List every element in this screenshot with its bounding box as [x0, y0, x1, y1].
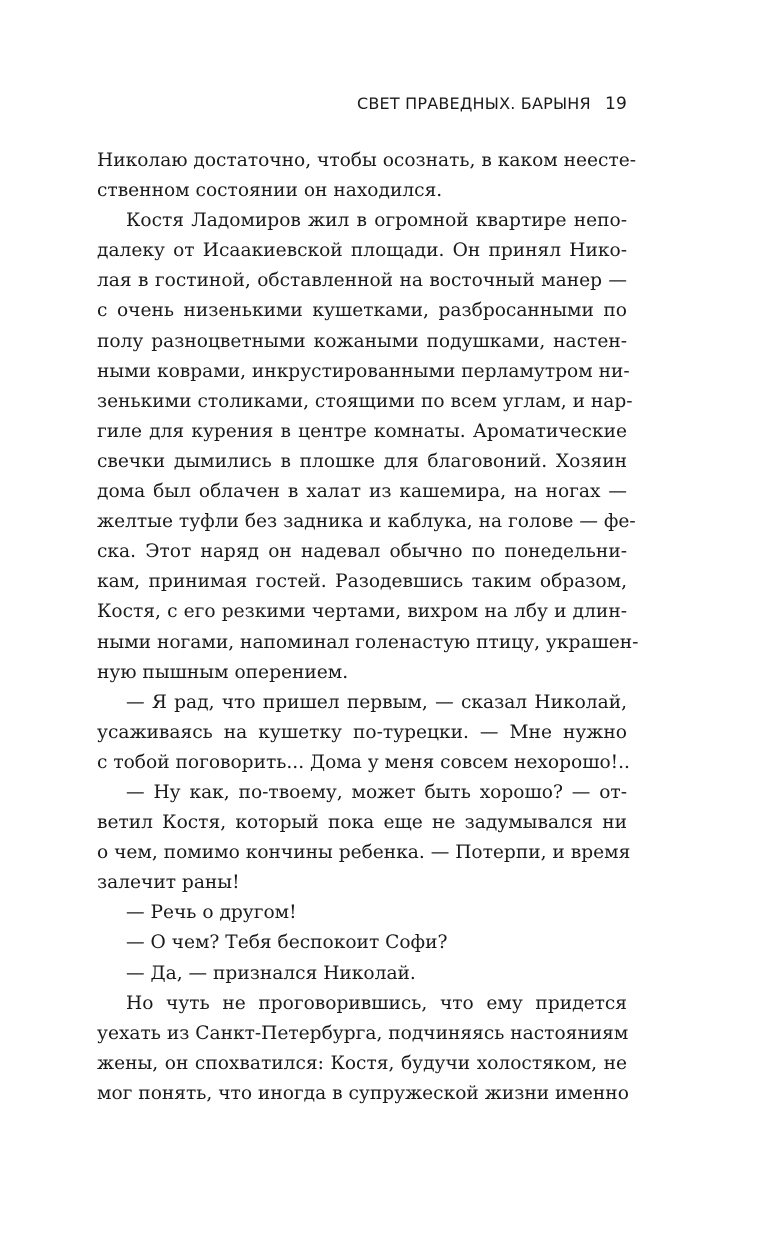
text-line: далеку от Исаакиевской площади. Он принял Нико- [97, 240, 627, 262]
text-line: желтые туфли без задника и каблука, на голове — фе- [97, 511, 636, 533]
text-line: мог понять, что иногда в супружеской жизни именно [97, 1082, 629, 1104]
text-line: усаживаясь на кушетку по-турецки. — Мне нужно [97, 721, 627, 743]
text-line: — Я рад, что пришел первым, — сказал Николай, [126, 691, 627, 713]
text-line: ска. Этот наряд он надевал обычно по понедельни- [97, 541, 627, 563]
text-line: гиле для курения в центре комнаты. Ароматические [97, 420, 627, 442]
text-line: — Ну как, по-твоему, может быть хорошо? — от- [126, 781, 627, 803]
text-line: дома был облачен в халат из кашемира, на ногах — [97, 481, 627, 503]
running-header [357, 94, 627, 118]
text-line: ными ногами, напоминал голенастую птицу, украшен- [97, 631, 639, 653]
text-line: с тобой поговорить... Дома у меня совсем нехорошо!.. [97, 751, 630, 773]
text-line: уехать из Санкт-Петербурга, подчиняясь настояниям [97, 1022, 629, 1044]
text-line: — Да, — признался Николай. [126, 962, 416, 984]
text-line: ными коврами, инкрустированными перламутром ни- [97, 360, 630, 382]
running-title: СВЕТ ПРАВЕДНЫХ. БАРЫНЯ [357, 94, 591, 113]
text-line: свечки дымились в плошке для благовоний. Хозяин [97, 450, 627, 472]
text-line: ветил Костя, который пока еще не задумывался ни [97, 812, 627, 834]
text-line: полу разноцветными кожаными подушками, настен- [97, 330, 627, 352]
text-line: с очень низенькими кушетками, разбросанными по [97, 300, 627, 322]
page-number: 19 [604, 94, 627, 114]
text-line: — О чем? Тебя беспокоит Софи? [126, 932, 448, 954]
text-line: Костя, с его резкими чертами, вихром на лбу и длин- [97, 601, 627, 623]
body-text [97, 146, 639, 1109]
text-line: ную пышным оперением. [97, 661, 349, 683]
text-line: лая в гостиной, обставленной на восточный манер — [97, 270, 627, 292]
text-line: — Речь о другом! [126, 902, 297, 924]
text-line: о чем, помимо кончины ребенка. — Потерпи, и время [97, 842, 631, 864]
text-line: Костя Ладомиров жил в огромной квартире непо- [126, 210, 627, 232]
text-line: Но чуть не проговорившись, что ему придется [126, 992, 627, 1014]
text-line: кам, принимая гостей. Разодевшись таким образом, [97, 571, 627, 593]
text-line: зенькими столиками, стоящими по всем углам, и нар- [97, 390, 633, 412]
text-line: залечит раны! [97, 872, 240, 894]
text-line: Николаю достаточно, чтобы осознать, в каком неесте- [97, 150, 637, 171]
text-line: ственном состоянии он находился. [97, 180, 443, 202]
text-line: жены, он спохватился: Костя, будучи холостяком, не [97, 1052, 627, 1074]
